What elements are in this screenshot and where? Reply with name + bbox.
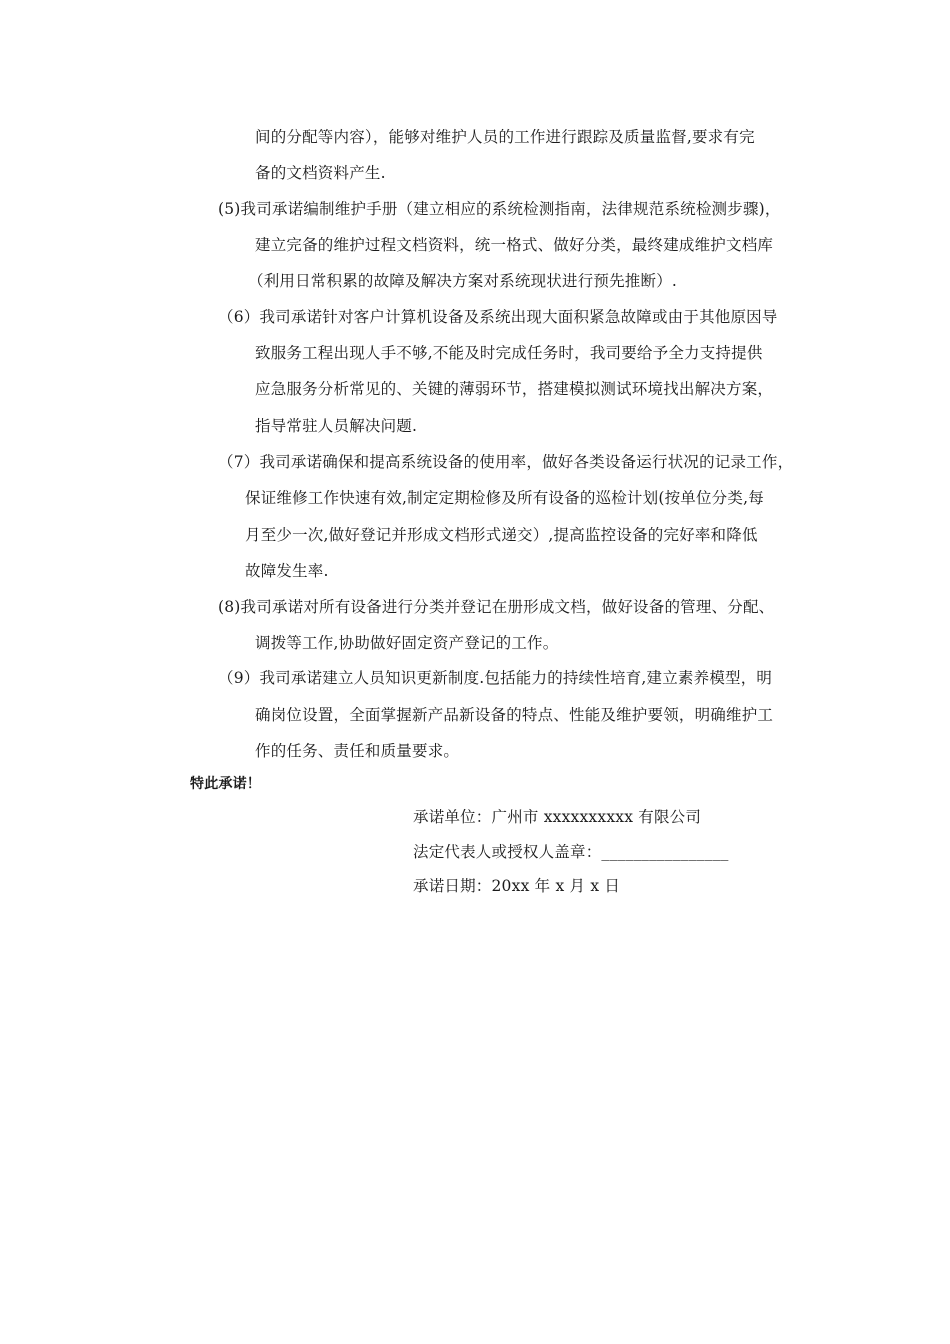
paragraph-line: 间的分配等内容），能够对维护人员的工作进行跟踪及质量监督,要求有完	[255, 128, 755, 146]
item-6-line: 应急服务分析常见的、关键的薄弱环节，搭建模拟测试环境找出解决方案，	[255, 380, 774, 398]
item-8-line: 调拨等工作,协助做好固定资产登记的工作。	[255, 634, 559, 652]
item-6-line: （6）我司承诺针对客户计算机设备及系统出现大面积紧急故障或由于其他原因导	[218, 308, 778, 326]
item-7-line: （7）我司承诺确保和提高系统设备的使用率，做好各类设备运行状况的记录工作，	[218, 453, 794, 471]
item-9-line: 作的任务、责任和质量要求。	[255, 742, 460, 760]
item-5-line: （利用日常积累的故障及解决方案对系统现状进行预先推断）.	[248, 272, 678, 290]
item-5-line: 建立完备的维护过程文档资料，统一格式、做好分类，最终建成维护文档库	[255, 236, 774, 254]
item-9-line: （9）我司承诺建立人员知识更新制度.包括能力的持续性培育,建立素养模型，明	[218, 669, 773, 687]
item-7-line: 月至少一次,做好登记并形成文档形式递交）,提高监控设备的完好率和降低	[245, 526, 758, 544]
item-8-line: (8)我司承诺对所有设备进行分类并登记在册形成文档，做好设备的管理、分配、	[218, 598, 775, 616]
item-9-line: 确岗位设置，全面掌握新产品新设备的特点、性能及维护要领，明确维护工	[255, 706, 774, 724]
signature-date: 承诺日期：20xx 年 x 月 x 日	[413, 877, 621, 895]
signature-representative: 法定代表人或授权人盖章：________________	[413, 843, 729, 861]
item-7-line: 故障发生率.	[245, 562, 329, 580]
signature-unit: 承诺单位：广州市 xxxxxxxxxx 有限公司	[413, 808, 702, 826]
item-5-line: (5)我司承诺编制维护手册（建立相应的系统检测指南，法律规范系统检测步骤)，	[218, 200, 781, 218]
paragraph-line: 备的文档资料产生.	[255, 164, 386, 182]
item-6-line: 致服务工程出现人手不够,不能及时完成任务时，我司要给予全力支持提供	[255, 344, 763, 362]
closing-statement: 特此承诺！	[190, 776, 261, 792]
item-6-line: 指导常驻人员解决问题.	[255, 417, 418, 435]
item-7-line: 保证维修工作快速有效,制定定期检修及所有设备的巡检计划(按单位分类,每	[245, 489, 764, 507]
